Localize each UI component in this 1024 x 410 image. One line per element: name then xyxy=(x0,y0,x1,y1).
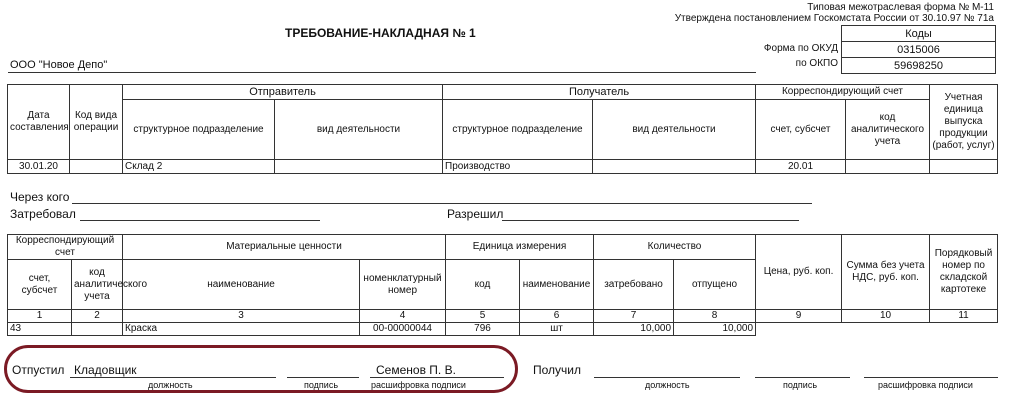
sum-header: Сумма без учета НДС, руб. коп. xyxy=(842,235,930,310)
okpo-label: по ОКПО xyxy=(795,58,838,69)
cell-receiver-division: Производство xyxy=(443,160,593,174)
unit-header: Единица измерения xyxy=(446,235,594,260)
table-row xyxy=(8,323,998,336)
column-numbers-row xyxy=(8,310,998,323)
sign-caption: подпись xyxy=(304,380,339,390)
allowed-line xyxy=(502,220,799,221)
cell-unit-name: шт xyxy=(520,323,594,336)
account-sub-header: счет, субсчет xyxy=(756,100,846,160)
decode-caption: расшифровка подписи xyxy=(371,380,466,390)
cell-receiver-activity xyxy=(593,160,756,174)
recv-decode-caption: расшифровка подписи xyxy=(878,380,973,390)
cell-account: 43 xyxy=(8,323,72,336)
cell-sender-division: Склад 2 xyxy=(123,160,275,174)
sign-line xyxy=(287,377,359,378)
opcode-header: Код вида операции xyxy=(70,85,123,160)
card-number-header: Порядковый номер по складской картотеке xyxy=(930,235,998,310)
col-num: 2 xyxy=(72,310,123,323)
cell-unit xyxy=(930,160,998,174)
receiver-header: Получатель xyxy=(443,85,756,100)
cell-sum xyxy=(842,323,930,336)
okud-label: Форма по ОКУД xyxy=(763,43,838,54)
receiver-division-header: структурное подразделение xyxy=(443,100,593,160)
corr-account-header: Корреспондирующий счет xyxy=(756,85,930,100)
released-by-label: Отпустил xyxy=(12,363,65,377)
position-line xyxy=(70,377,276,378)
name-line xyxy=(370,377,504,378)
cell-analytic xyxy=(72,323,123,336)
quantity-header: Количество xyxy=(594,235,756,260)
col-num: 7 xyxy=(594,310,674,323)
col-num: 5 xyxy=(446,310,520,323)
table-row xyxy=(8,160,998,174)
name-header: наименование xyxy=(123,260,360,310)
cell-code: 796 xyxy=(446,323,520,336)
col-num: 1 xyxy=(8,310,72,323)
sender-division-header: структурное подразделение xyxy=(123,100,275,160)
date-header: Дата составления xyxy=(8,85,70,160)
col-num: 10 xyxy=(842,310,930,323)
codes-header: Коды xyxy=(842,26,996,42)
recv-name-line xyxy=(864,377,998,378)
organization-underline xyxy=(8,72,756,73)
cell-analytic xyxy=(846,160,930,174)
materials-table xyxy=(7,234,998,336)
header-table xyxy=(7,84,998,174)
cell-account: 20.01 xyxy=(756,160,846,174)
account-sub-header-2: счет, субсчет xyxy=(8,260,72,310)
released-header: отпущено xyxy=(674,260,756,310)
sender-activity-header: вид деятельности xyxy=(275,100,443,160)
requested-line xyxy=(80,220,320,221)
receiver-activity-header: вид деятельности xyxy=(593,100,756,160)
allowed-label: Разрешил xyxy=(447,207,504,221)
corr-account-header-2: Корреспондирующий счет xyxy=(8,235,123,260)
cell-opcode xyxy=(70,160,123,174)
col-num: 4 xyxy=(360,310,446,323)
materials-header: Материальные ценности xyxy=(123,235,446,260)
price-header: Цена, руб. коп. xyxy=(756,235,842,310)
analytic-code-header: код аналитического учета xyxy=(846,100,930,160)
cell-price xyxy=(756,323,842,336)
requested-label: Затребовал xyxy=(10,207,76,221)
codes-box xyxy=(841,25,996,74)
col-num: 6 xyxy=(520,310,594,323)
approval-note: Утверждена постановлением Госкомстата России от 30.10.97 № 71а xyxy=(674,13,994,24)
through-label: Через кого xyxy=(10,190,70,204)
recv-sign-line xyxy=(755,377,850,378)
document-title: ТРЕБОВАНИЕ-НАКЛАДНАЯ № 1 xyxy=(285,26,476,40)
col-num: 3 xyxy=(123,310,360,323)
output-unit-header: Учетная единица выпуска продукции (работ, услуг) xyxy=(930,85,998,160)
organization-name: ООО "Новое Депо" xyxy=(10,59,108,71)
okud-value: 0315006 xyxy=(842,42,996,58)
unit-name-header: наименование xyxy=(520,260,594,310)
cell-card xyxy=(930,323,998,336)
col-num: 8 xyxy=(674,310,756,323)
requested-header: затребовано xyxy=(594,260,674,310)
recv-position-caption: должность xyxy=(645,380,690,390)
nomenclature-header: номенклатурный номер xyxy=(360,260,446,310)
cell-released: 10,000 xyxy=(674,323,756,336)
received-by-label: Получил xyxy=(533,363,581,377)
analytic-code-header-2: код аналитического учета xyxy=(72,260,123,310)
position-caption: должность xyxy=(148,380,193,390)
cell-sender-activity xyxy=(275,160,443,174)
cell-requested: 10,000 xyxy=(594,323,674,336)
sender-header: Отправитель xyxy=(123,85,443,100)
form-type-label: Типовая межотраслевая форма № М-11 xyxy=(807,2,994,13)
cell-material-name: Краска xyxy=(123,323,360,336)
recv-sign-caption: подпись xyxy=(783,380,818,390)
cell-date: 30.01.20 xyxy=(8,160,70,174)
okpo-value: 59698250 xyxy=(842,58,996,74)
name-value: Семенов П. В. xyxy=(376,363,456,377)
position-value: Кладовщик xyxy=(74,363,137,377)
cell-nomenclature: 00-00000044 xyxy=(360,323,446,336)
through-line xyxy=(72,203,812,204)
col-num: 9 xyxy=(756,310,842,323)
code-header: код xyxy=(446,260,520,310)
recv-position-line xyxy=(594,377,740,378)
col-num: 11 xyxy=(930,310,998,323)
